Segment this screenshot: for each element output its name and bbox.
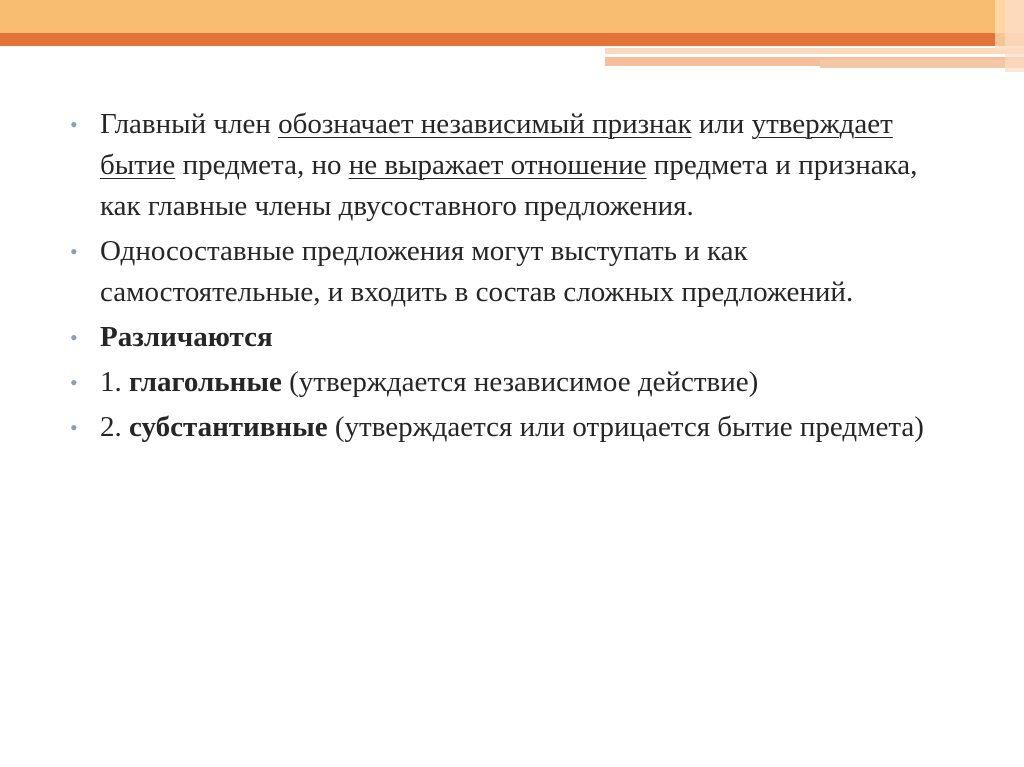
bullet-icon: • [70, 415, 78, 440]
item-number: 2. [100, 411, 129, 443]
text-run: Односоставные предложения могут выступать и как самостоятельные, и входить в состав сложных предложений. [100, 235, 854, 308]
list-item [70, 231, 950, 313]
list-item [70, 407, 950, 448]
bullet-list [70, 104, 950, 452]
bold-heading: Различаются [100, 321, 273, 353]
text-run: предмета, но [175, 149, 349, 181]
header-pale-stripe [820, 60, 1024, 68]
text-run: (утверждается независимое действие) [281, 366, 759, 398]
bullet-icon: • [70, 239, 78, 264]
header-pale-stripe [605, 48, 1024, 54]
text-run: Главный член [100, 108, 279, 140]
list-item [70, 362, 950, 403]
text-run: предмета и признака, как главные члены двусоставного предложения. [100, 149, 918, 222]
bold-term: глагольные [129, 366, 282, 398]
list-item [70, 104, 950, 227]
bullet-icon: • [70, 325, 78, 350]
underlined-phrase: не выражает отношение [348, 149, 647, 181]
header-accent-band [0, 33, 1024, 46]
item-number: 1. [100, 366, 129, 398]
bullet-icon: • [70, 370, 78, 395]
bold-term: субстантивные [129, 411, 328, 443]
underlined-phrase: обозначает независимый признак [278, 108, 692, 140]
underlined-phrase: утверждает бытие [100, 108, 893, 181]
text-run: (утверждается или отрицается бытие предмета) [327, 411, 924, 443]
text-run: или [691, 108, 752, 140]
bullet-icon: • [70, 112, 78, 137]
list-item [70, 317, 950, 358]
header-band [0, 0, 1024, 36]
header-corner-fade [1005, 0, 1024, 72]
